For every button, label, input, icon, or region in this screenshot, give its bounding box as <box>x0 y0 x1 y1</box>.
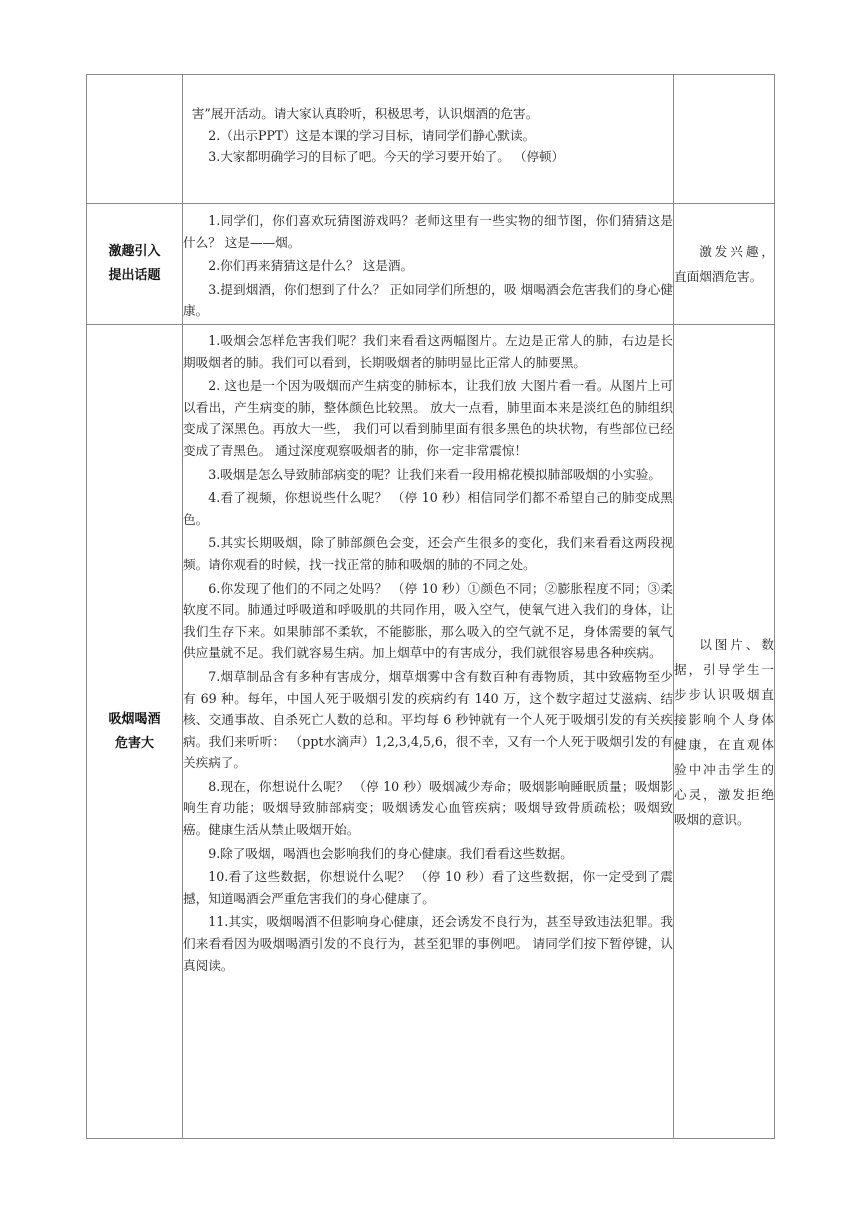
lesson-plan-table <box>86 74 775 1139</box>
intent-cell <box>674 75 775 204</box>
stage-label: 吸烟喝酒 危害大 <box>108 711 161 751</box>
paragraph: 1.吸烟会怎样危害我们呢？我们来看看这两幅图片。左边是正常人的肺，右边是长期吸烟者的肺。我们可以看到，长期吸烟者的肺明显比正常人的肺要黑。 <box>183 333 673 370</box>
stage-label: 激趣引入 提出话题 <box>108 244 161 283</box>
paragraph: 2.你们再来猜猜这是什么？ 这是酒。 <box>208 258 414 274</box>
paragraph: 3.提到烟酒，你们想到了什么？ 正如同学们所想的，吸 烟喝酒会危害我们的身心健康。 <box>183 281 673 319</box>
intent-cell <box>674 204 775 325</box>
intent-text: 激发兴趣，直面烟酒危害。 <box>674 244 774 284</box>
paragraph: 5.其实长期吸烟，除了肺部颜色会变，还会产生很多的变化，我们来看看这两段视频。请你观看的时候，找一找正常的肺和吸烟的肺的不同之处。 <box>183 535 673 572</box>
content-cell <box>183 204 674 325</box>
paragraph: 8.现在，你想说什么呢？ （停 10 秒）吸烟减少寿命；吸烟影响睡眠质量；吸烟影响生育功能；吸烟导致肺部病变；吸烟诱发心血管疾病；吸烟导致骨质疏松；吸烟致癌。健康生活从禁止吸烟开始。 <box>183 778 673 838</box>
table-row <box>87 204 775 325</box>
paragraph: 10.看了这些数据，你想说什么呢？ （停 10 秒）看了这些数据，你一定受到了震撼，知道喝酒会严重危害我们的身心健康了。 <box>183 869 673 906</box>
table-row <box>87 75 775 204</box>
intent-cell <box>674 325 775 1139</box>
paragraph: 9.除了吸烟，喝酒也会影响我们的身心健康。我们看看这些数据。 <box>208 845 573 861</box>
paragraph: 11.其实，吸烟喝酒不但影响身心健康，还会诱发不良行为，甚至导致违法犯罪。我们来看看因为吸烟喝酒引发的不良行为，甚至犯罪的事例吧。 请同学们按下暂停键，认真阅读。 <box>183 914 673 973</box>
paragraph: 1.同学们，你们喜欢玩猜图游戏吗？老师这里有一些实物的细节图，你们猜猜这是什么？ 这是——烟。 <box>183 213 673 250</box>
content-cell <box>183 325 674 1139</box>
paragraph: 4.看了视频，你想说些什么呢？ （停 10 秒）相信同学们都不希望自己的肺变成黑色。 <box>183 490 673 527</box>
paragraph: 6.你发现了他们的不同之处吗？ （停 10 秒）①颜色不同；②膨胀程度不同；③柔软度不同。肺通过呼吸道和呼吸肌的共同作用，吸入空气，使氧气进入我们的身体，让我们生存下来。如果肺部不柔软，不能膨胀，那么吸入的空气就不足，身体需要的氧气供应量就不足。我们就容易生病。加上烟草中的有害成分，我们就很容易患各种疾病。 <box>183 580 673 661</box>
stage-cell <box>87 75 183 204</box>
paragraph: 2.（出示PPT）这是本课的学习目标，请同学们静心默读。 <box>208 127 536 143</box>
paragraph: 害”展开活动。请大家认真聆听，积极思考，认识烟酒的危害。 <box>191 106 539 121</box>
content-cell <box>183 75 674 204</box>
stage-cell <box>87 325 183 1139</box>
paragraph: 3.吸烟是怎么导致肺部病变的呢？让我们来看一段用棉花模拟肺部吸烟的小实验。 <box>208 466 661 482</box>
stage-cell <box>87 204 183 325</box>
paragraph: 7.烟草制品含有多种有害成分，烟草烟雾中含有数百种有毒物质，其中致癌物至少有 69 种。每年，中国人死于吸烟引发的疾病约有 140 万，这个数字超过艾滋病、结核、交通事故、自杀死亡人数的总和。平均每 6 秒钟就有一个人死于吸烟引发的有关疾病。我们来听听： （ppt水滴声）1,2,3,4,5,6，很不幸，又有一个人死于吸烟引发的有关疾病了。 <box>183 668 673 771</box>
intent-text: 以图片、数据，引导学生一步步认识吸烟直接影响个人身体健康，在直观体验中冲击学生的心灵，激发拒绝吸烟的意识。 <box>674 636 774 827</box>
table-row <box>87 325 775 1139</box>
paragraph: 2. 这也是一个因为吸烟而产生病变的肺标本，让我们放 大图片看一看。从图片上可以看出，产生病变的肺，整体颜色比较黑。 放大一点看，肺里面本来是淡红色的肺组织变成了深黑色。再放大一些， 我们可以看到肺里面有很多黑色的块状物，有些部位已经变成了青黑色。 通过深度观察吸烟者的肺，你一定非常震惊！ <box>183 378 673 458</box>
paragraph: 3.大家都明确学习的目标了吧。今天的学习要开始了。 （停顿） <box>208 149 565 165</box>
